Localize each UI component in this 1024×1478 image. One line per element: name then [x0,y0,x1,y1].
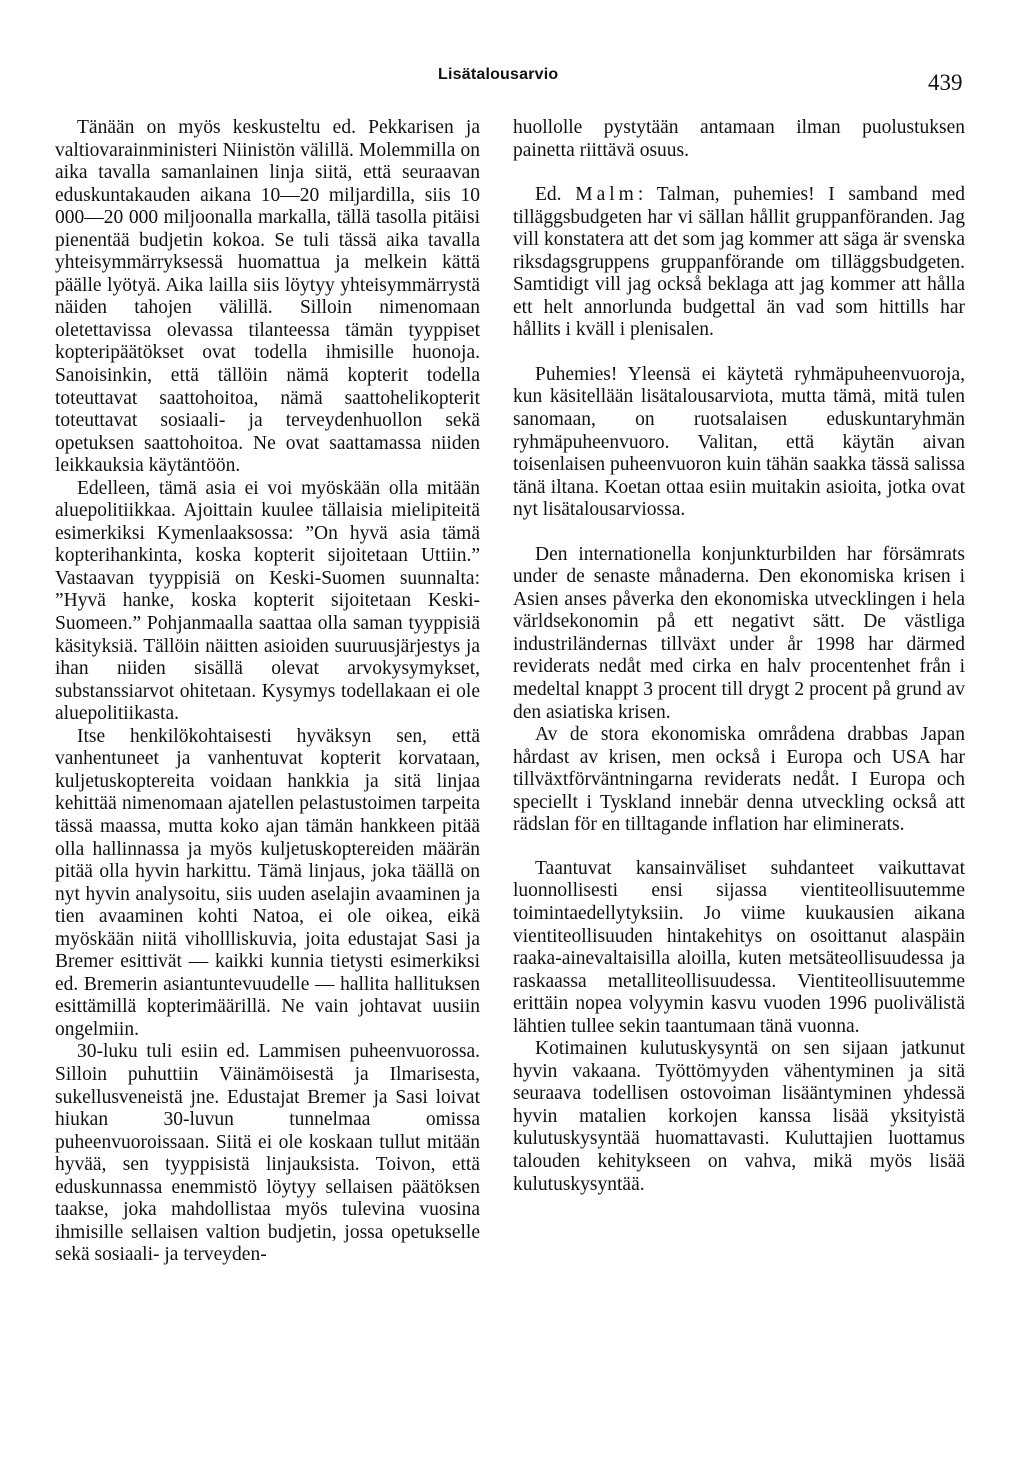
page-number: 439 [928,70,963,95]
right-paragraph-1: Puhemies! Yleensä ei käytetä ryhmäpuheenvuoroja, kun käsitellään lisätalousarviota, mutta tämä, mitä tulen sanomaan, on ruotsalaisen eduskuntaryhmän ryhmäpuheenvuoro. Valitan, että käytän aivan toisenlaisen puheenvuoron kuin tähän saakka tässä salissa tänä iltana. Koetan ottaa esiin muitakin asioita, jotka ovat nyt lisätalousarviossa. [513,363,965,521]
right-paragraph-4: Taantuvat kansainväliset suhdanteet vaikuttavat luonnollisesti ensi sijassa vientiteollisuutemme toimintaedellytyksiin. Jo viime kuukausien aikana vientiteollisuuden hintakehitys on osoittanut alaspäin raaka-ainevaltaisilla aloilla, kuten metsäteollisuudessa ja raskaassa metalliteollisuudessa. Vientiteollisuutemme erittäin nopea volyymin kasvu vuoden 1996 puolivälistä lähtien tullee sekin taantumaan tänä vuonna. [513,857,965,1037]
running-header-title: Lisätalousarvio [438,66,559,83]
speaker-paragraph [513,184,965,342]
right-continuation-paragraph: huollolle pystytään antamaan ilman puolustuksen painetta riittävä osuus. [513,117,965,161]
right-paragraph-2: Den internationella konjunkturbilden har försämrats under de senaste månaderna. Den ekonomiska krisen i Asien anses påverka den ekonomiska utvecklingen i hela världsekonomin på ett negativt sätt. De västliga industriländernas tillväxt under år 1998 har därmed reviderats nedåt med cirka en halv procentenhet från i medeltal knappt 3 procent till drygt 2 procent på grund av den asiatiska krisen. [513,543,965,723]
left-paragraph-3: Itse henkilökohtaisesti hyväksyn sen, että vanhentuneet ja vanhentuvat kopterit korvataan, kuljetuskoptereita voidaan hankkia ja sitä linjaa kehittää nimenomaan ajatellen pelastustoimen tarpeita tässä maassa, mutta koko ajan tämän hankkeen pitää olla hallinnassa ja myös kuljetuskoptereiden määrän pitää olla hyvin harkittu. Tämä linjaus, joka täällä on nyt hyvin analysoitu, siis uuden aselajin avaaminen ja tien avaaminen kohti Natoa, ei ole oikea, eikä myöskään niitä vihollliskuvia, joita edustajat Sasi ja Bremer esittivät — kaikki kunnia tietysti esimerkiksi ed. Bremerin asiantuntevuudelle — hallita hallituksen esittämillä kopterimäärillä. Ne vain johtavat uusiin ongelmiin. [55,725,480,1040]
left-text-column [55,117,480,1267]
left-paragraph-2: Edelleen, tämä asia ei voi myöskään olla mitään aluepolitiikkaa. Ajoittain kuulee tällaisia mielipiteitä esimerkiksi Kymenlaaksossa: ”On hyvä asia tämä kopterihankinta, koska kopterit sijoitetaan Uttiin.” Vastaavan tyyppisiä on Keski-Suomen suunnalta: ”Hyvä hanke, koska kopterit sijoitetaan Keski-Suomeen.” Pohjanmaalla saattaa olla saman tyyppisiä käsityksiä. Tällöin näitten asioiden suuruusjärjestys ja ihan niiden sisällä olevat arvokysymykset, substanssiarvot ohitetaan. Kysymys todellakaan ei ole aluepolitiikasta. [55,477,480,725]
speaker-prefix: Ed. [535,184,576,206]
speaker-statement: : Talman, puhemies! I samband med tilläggsbudgeten har vi sällan hållit gruppanföranden. Jag vill konstatera att det som jag kommer att säga är svenska riksdagsgruppens gruppanförande om tilläggsbudgeten. Samtidigt vill jag också beklaga att jag kommer att hålla ett helt annorlunda budgettal än vad som hittills har hållits i kväll i plenisalen. [513,184,965,341]
right-text-column [513,117,965,1196]
speaker-name: Malm [575,184,638,206]
right-paragraph-5: Kotimainen kulutuskysyntä on sen sijaan jatkunut hyvin vakaana. Työttömyyden vähentyminen ja sitä seuraava todellisen ostovoiman lisääntyminen yhdessä hyvin matalien korkojen kanssa lisää yksityistä kulutuskysyntää huomattavasti. Kuluttajien luottamus talouden kehitykseen on vahva, mikä myös lisää kulutuskysyntää. [513,1038,965,1195]
left-paragraph-1: Tänään on myös keskusteltu ed. Pekkarisen ja valtiovarainministeri Niinistön välillä. Molemmilla on aika tavalla samanlainen linja siitä, että seuraavan eduskuntakauden aikana 10—20 miljardilla, siis 10 000—20 000 miljoonalla markalla, tällä tasolla pitäisi pienentää budjetin kokoa. Se tuli tässä aika tavalla yhteisymmärryksessä huomattua ja melkein kättä päälle lyötyä. Aika lailla siis löytyy yhteisymmärrystä näiden tahojen välillä. Silloin nimenomaan oletettavissa olevassa tilanteessa tämän tyyppiset kopteripäätökset ovat todella ihmisille huonoja. Sanoisinkin, että tällöin nämä kopterit todella toteuttavat saattohoitoa, nämä saattohelikopterit toteuttavat sosiaali- ja terveydenhuollon sekä opetuksen saattohoitoa. Ne ovat saattamassa niiden leikkauksia käytäntöön. [55,117,480,477]
right-paragraph-3: Av de stora ekonomiska områdena drabbas Japan hårdast av krisen, men också i Europa och USA har tillväxtförväntningarna reviderats nedåt. I Europa och speciellt i Tyskland innebär denna utveckling också att rädslan för en tilltagande inflation har eliminerats. [513,724,965,836]
left-paragraph-4: 30-luku tuli esiin ed. Lammisen puheenvuorossa. Silloin puhuttiin Väinämöisestä ja Ilmarisesta, sukellusveneistä jne. Edustajat Bremer ja Sasi loivat hiukan 30-luvun tunnelmaa omissa puheenvuoroissaan. Siitä ei ole koskaan tullut mitään hyvää, sen tyyppisistä linjauksista. Toivon, että eduskunnassa enemmistö löytyy sellaisen päätöksen taakse, joka mahdollistaa myös tulevina vuosina ihmisille sellaisen valtion budjetin, jossa opetukselle sekä sosiaali- ja terveyden- [55,1041,480,1266]
